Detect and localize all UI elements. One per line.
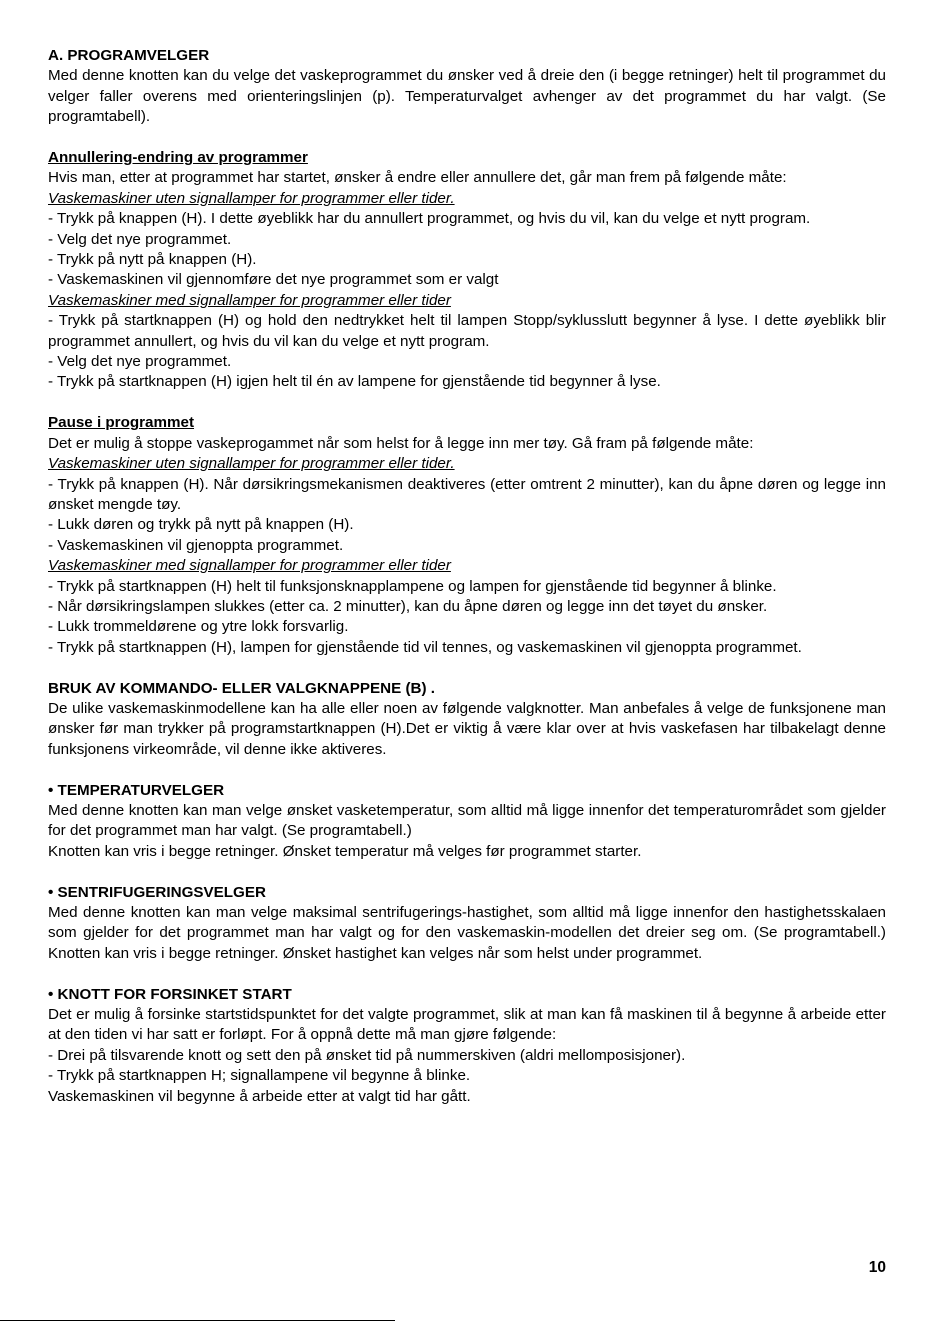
paragraph: Det er mulig å forsinke startstidspunktet for det valgte programmet, slik at man kan få maskinen til å begynne å arbeide etter at den tiden vi har satt er forløpt. For å oppnå dette må man gjøre følgende: (48, 1006, 886, 1044)
paragraph: Vaskemaskinen vil begynne å arbeide etter at valgt tid har gått. (48, 1087, 471, 1105)
section-temperaturvelger (48, 781, 886, 863)
list-item: - Vaskemaskinen vil gjennomføre det nye programmet som er valgt (48, 271, 499, 289)
subheading: Vaskemaskiner uten signallamper for programmer eller tider. (48, 189, 455, 207)
list-item: - Trykk på startknappen (H) helt til funksjonsknapplampene og lampen for gjenstående tid begynner å blinke. (48, 577, 777, 595)
list-item: - Trykk på startknappen H; signallampene vil begynne å blinke. (48, 1067, 471, 1085)
list-item: - Trykk på startknappen (H) igjen helt til én av lampene for gjenstående tid begynner å lyse. (48, 373, 661, 391)
paragraph: Hvis man, etter at programmet har startet, ønsker å endre eller annullere det, går man frem på følgende måte: (48, 169, 787, 187)
list-item: - Trykk på startknappen (H) og hold den nedtrykket helt til lampen Stopp/syklusslutt begynner å lyse. I dette øyeblikk blir programmet annullert, og hvis du vil kan du velge et nytt program. (48, 312, 886, 350)
spacer (48, 760, 886, 780)
spacer (48, 393, 886, 413)
subheading: Vaskemaskiner med signallamper for programmer eller tider (48, 557, 451, 575)
section-heading: • TEMPERATURVELGER (48, 781, 225, 799)
spacer (48, 128, 886, 148)
manual-page-content (48, 46, 886, 1107)
paragraph: De ulike vaskemaskinmodellene kan ha alle eller noen av følgende valgknotter. Man anbefales å velge de funksjonene man ønsker før man trykker på programstartknappen (H).Det er viktig å være klar over at hvis vaskefasen har tilbakelagt denne funksjonens virkeområde, vil denne ikke aktiveres. (48, 699, 886, 758)
paragraph: Knotten kan vris i begge retninger. Ønsket temperatur må velges før programmet starter. (48, 842, 642, 860)
list-item: - Trykk på knappen (H). I dette øyeblikk har du annullert programmet, og hvis du vil, kan du velge et nytt program. (48, 210, 811, 228)
section-heading: A. PROGRAMVELGER (48, 47, 210, 64)
list-item: - Trykk på startknappen (H), lampen for gjenstående tid vil tennes, og vaskemaskinen vil gjenoppta programmet. (48, 638, 802, 656)
list-item: - Velg det nye programmet. (48, 353, 232, 371)
section-heading: Annullering-endring av programmer (48, 149, 308, 167)
section-heading: • SENTRIFUGERINGSVELGER (48, 883, 266, 901)
section-sentrifugering (48, 883, 886, 965)
spacer (48, 862, 886, 882)
section-annullering (48, 148, 886, 393)
spacer (48, 964, 886, 984)
paragraph: Med denne knotten kan du velge det vaskeprogrammet du ønsker ved å dreie den (i begge retninger) helt til programmet du velger faller overens med orienteringslinjen (p). Temperaturvalget avhenger av det programmet du har valgt. (Se programtabell). (48, 67, 886, 126)
section-forsinket-start (48, 985, 886, 1107)
list-item: - Når dørsikringslampen slukkes (etter ca. 2 minutter), kan du åpne døren og legge inn det tøyet du ønsker. (48, 597, 768, 615)
section-heading: • KNOTT FOR FORSINKET START (48, 985, 292, 1003)
list-item: - Velg det nye programmet. (48, 230, 232, 248)
section-heading: Pause i programmet (48, 414, 195, 432)
section-heading: BRUK AV KOMMANDO- ELLER VALGKNAPPENE (B) . (48, 679, 435, 697)
paragraph: Med denne knotten kan man velge ønsket vasketemperatur, som alltid må ligge innenfor det temperaturområdet som gjelder for det programmet man har valgt. (Se programtabell.) (48, 801, 886, 840)
section-kommando (48, 679, 886, 761)
section-programvelger (48, 46, 886, 128)
section-pause (48, 413, 886, 658)
paragraph: Med denne knotten kan man velge maksimal sentrifugerings-hastighet, som alltid må ligge innenfor den hastighetsskalaen som gjelder for det programmet man har valgt og for den vaskemaskin-modellen det dreier seg om. (Se programtabell.) Knotten kan vris i begge retninger. Ønsket hastighet kan velges når som helst under programmet. (48, 903, 886, 962)
list-item: - Trykk på knappen (H). Når dørsikringsmekanismen deaktiveres (etter omtrent 2 minutter), kan du åpne døren og legge inn ønsket mengde tøy. (48, 475, 886, 513)
list-item: - Vaskemaskinen vil gjenoppta programmet. (48, 536, 344, 554)
list-item: - Drei på tilsvarende knott og sett den på ønsket tid på nummerskiven (aldri mellomposisjoner). (48, 1046, 686, 1064)
spacer (48, 658, 886, 678)
page-number: 10 (868, 1259, 886, 1276)
subheading: Vaskemaskiner uten signallamper for programmer eller tider. (48, 455, 455, 473)
footer-divider (0, 1320, 395, 1321)
subheading: Vaskemaskiner med signallamper for programmer eller tider (48, 291, 451, 309)
list-item: - Lukk døren og trykk på nytt på knappen (H). (48, 516, 354, 534)
list-item: - Lukk trommeldørene og ytre lokk forsvarlig. (48, 618, 349, 636)
list-item: - Trykk på nytt på knappen (H). (48, 251, 257, 269)
paragraph: Det er mulig å stoppe vaskeprogammet når som helst for å legge inn mer tøy. Gå fram på følgende måte: (48, 434, 754, 452)
